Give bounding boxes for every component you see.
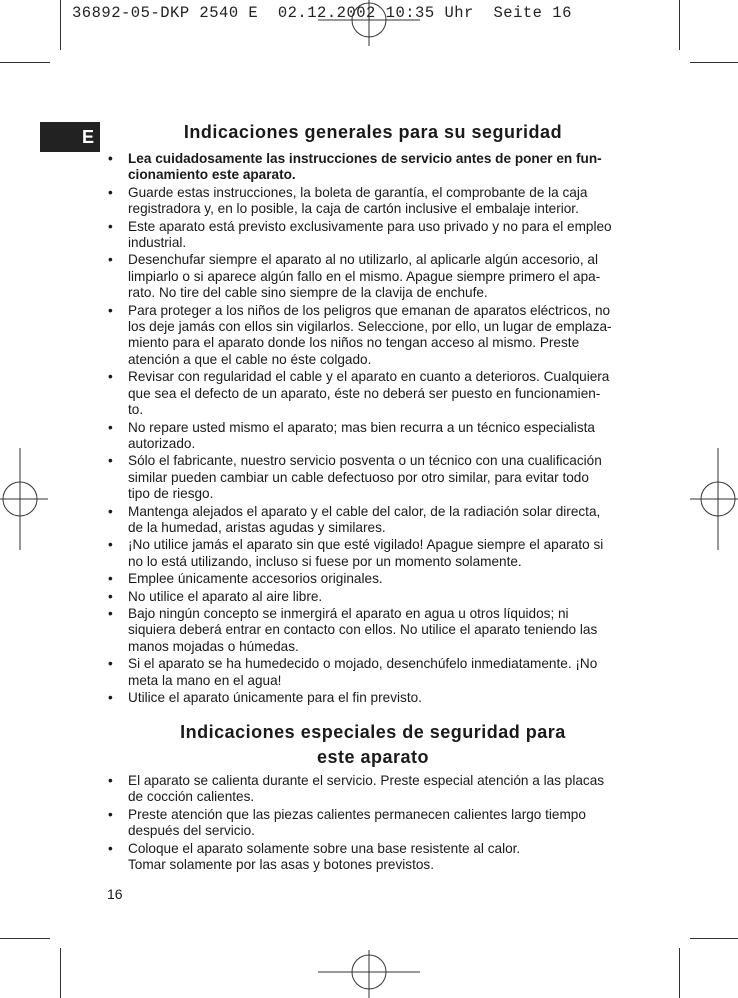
list-item: • Sólo el fabricante, nuestro servicio posventa o un técnico con una cualificación similar pueden cambiar un cable defectuoso por otro similar, para evitar todo tipo de riesgo.: [105, 453, 640, 502]
list-item: • Utilice el aparato únicamente para el fin previsto.: [105, 690, 640, 706]
list-item: • ¡No utilice jamás el aparato sin que esté vigilado! Apague siempre el aparato si no lo está utilizando, incluso si fuese por un momento solamente.: [105, 537, 640, 570]
crop-mark-bottom-left-h: [0, 938, 50, 939]
crop-mark-top-right-v: [679, 0, 680, 50]
page-number: 16: [107, 886, 123, 902]
section-title-line-1: Indicaciones especiales de seguridad para: [180, 722, 566, 742]
crop-mark-bottom-right-h: [690, 938, 738, 939]
language-tab: E: [40, 122, 100, 152]
list-item: • El aparato se calienta durante el servicio. Preste especial atención a las placas de cocción calientes.: [105, 773, 640, 806]
crop-mark-top-left-h: [0, 62, 50, 63]
list-item: • Preste atención que las piezas calientes permanecen calientes largo tiempo después del servicio.: [105, 807, 640, 840]
list-item: • Este aparato está previsto exclusivamente para uso privado y no para el empleo industrial.: [105, 219, 640, 252]
list-item: • No repare usted mismo el aparato; mas bien recurra a un técnico especialista autorizado.: [105, 420, 640, 453]
section-title-special-safety: [108, 720, 638, 770]
section-title-line-2: este aparato: [316, 747, 430, 767]
list-item: • Emplee únicamente accesorios originales.: [105, 571, 640, 587]
list-item: • Revisar con regularidad el cable y el aparato en cuanto a deterioros. Cualquiera que sea el defecto de un aparato, éste no deberá ser puesto en funcionamien- to.: [105, 369, 640, 418]
list-item: • Desenchufar siempre el aparato al no utilizarlo, al aplicarle algún accesorio, al limpiarlo o si aparece algún fallo en el mismo. Apague siempre primero el apa- rato. No tire del cable sino siempre de la clavija de enchufe.: [105, 252, 640, 301]
general-safety-list: [105, 151, 640, 707]
crop-mark-top-right-h: [690, 62, 738, 63]
section-title-general-safety: Indicaciones generales para su seguridad: [183, 122, 563, 142]
registration-mark-top-icon: [318, 0, 420, 50]
print-header: 36892-05-DKP 2540 E 02.12.2002 10:35 Uhr Seite 16: [72, 4, 572, 22]
crop-mark-bottom-left-v: [60, 948, 61, 998]
registration-mark-left-icon: [0, 448, 50, 550]
list-item: • Coloque el aparato solamente sobre una base resistente al calor. Tomar solamente por las asas y botones previstos.: [105, 841, 640, 874]
crop-mark-top-left-v: [60, 0, 61, 50]
special-safety-list: [105, 773, 640, 874]
crop-mark-bottom-right-v: [679, 948, 680, 998]
list-item: • No utilice el aparato al aire libre.: [105, 589, 640, 605]
list-item: • Bajo ningún concepto se inmergirá el aparato en agua u otros líquidos; ni siquiera deberá entrar en contacto con ellos. No utilice el aparato teniendo las manos mojadas o húmedas.: [105, 606, 640, 655]
registration-mark-bottom-icon: [318, 948, 420, 998]
list-item: • Guarde estas instrucciones, la boleta de garantía, el comprobante de la caja registradora y, en lo posible, la caja de cartón inclusive el embalaje interior.: [105, 185, 640, 218]
list-item: • Si el aparato se ha humedecido o mojado, desenchúfelo inmediatamente. ¡No meta la mano en el agua!: [105, 656, 640, 689]
list-item: • Para proteger a los niños de los peligros que emanan de aparatos eléctricos, no los deje jamás con ellos sin vigilarlos. Seleccione, por ello, un lugar de emplaza- miento para el aparato donde los niños no tengan acceso al mismo. Preste atención a que el cable no éste colgado.: [105, 303, 640, 369]
list-item: • Mantenga alejados el aparato y el cable del calor, de la radiación solar directa, de la humedad, aristas agudas y similares.: [105, 504, 640, 537]
list-item: • Lea cuidadosamente las instrucciones de servicio antes de poner en fun- cionamiento este aparato.: [105, 151, 640, 184]
registration-mark-right-icon: [688, 448, 738, 550]
